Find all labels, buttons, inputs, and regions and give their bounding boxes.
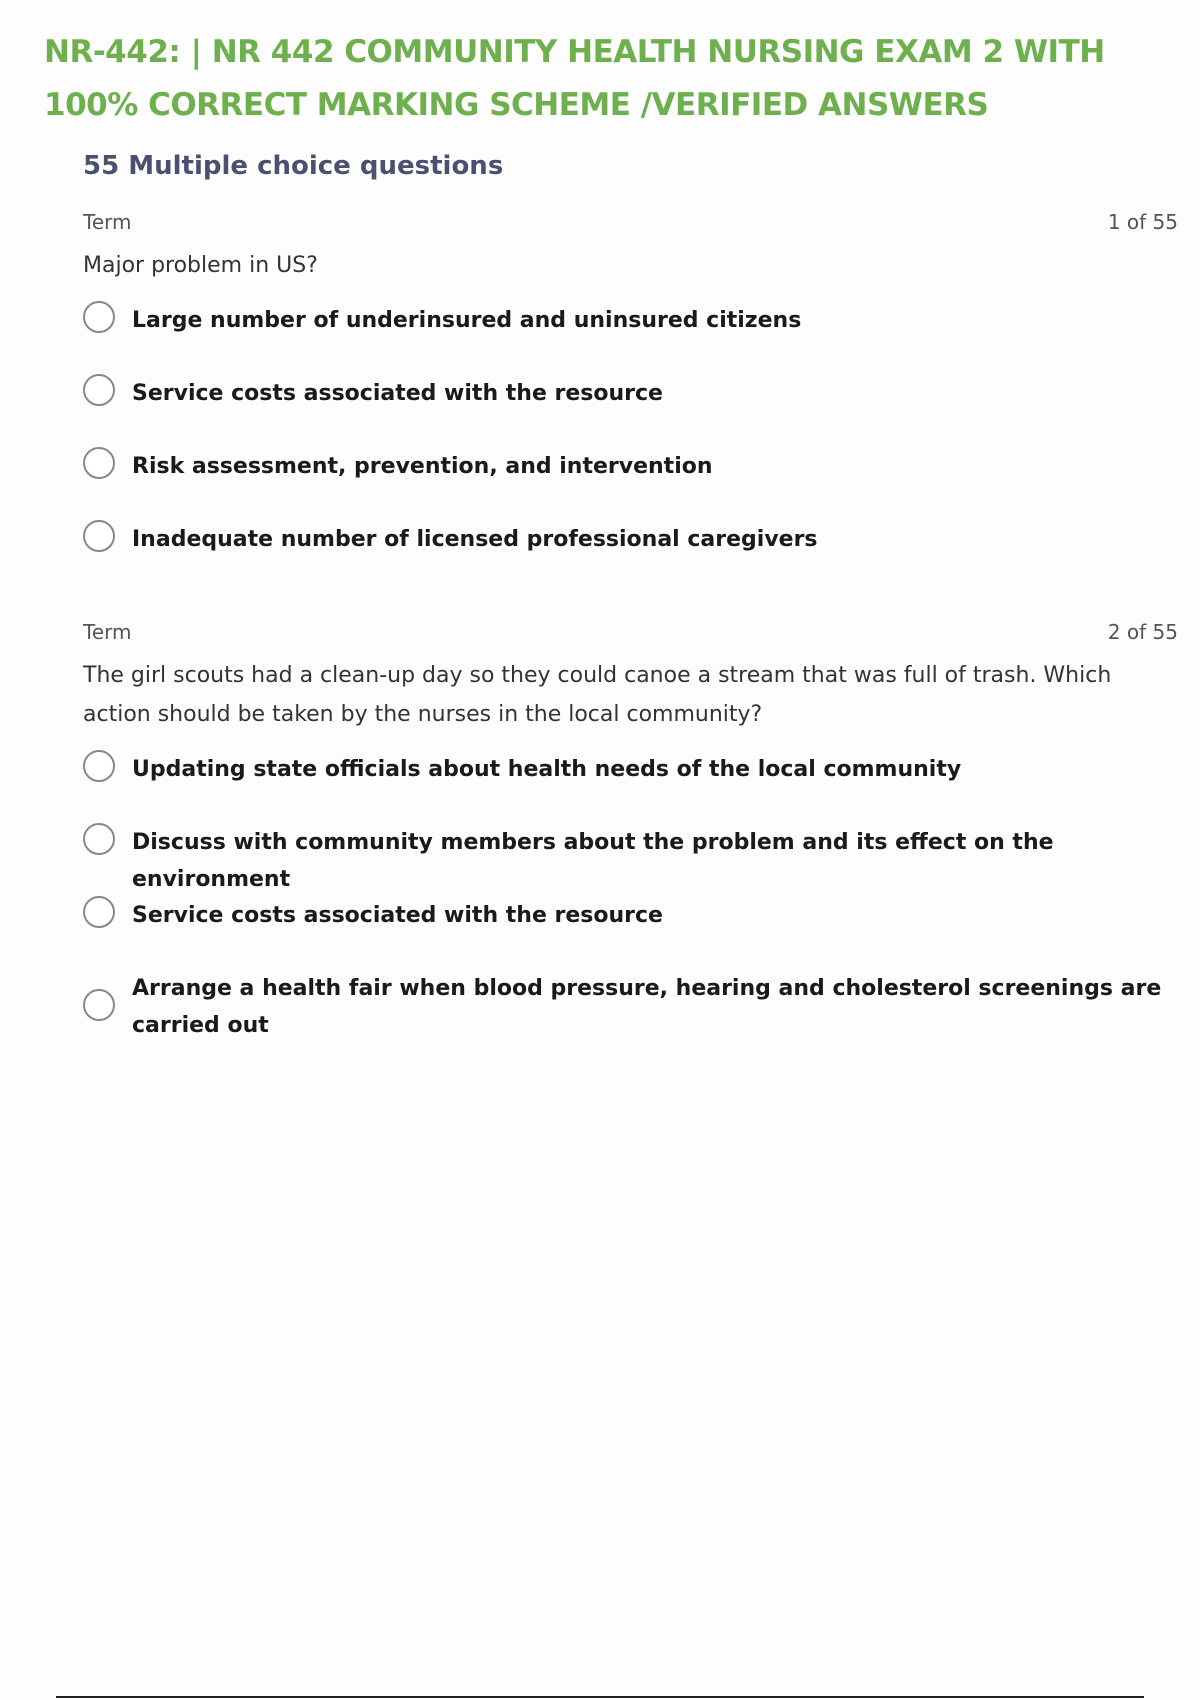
- term-label: Term: [83, 620, 132, 644]
- answer-option-label: Inadequate number of licensed professional caregivers: [132, 527, 818, 552]
- answer-option[interactable]: [83, 823, 1178, 896]
- term-label: Term: [83, 210, 132, 234]
- answer-option[interactable]: [83, 750, 1178, 823]
- answer-option-label: Arrange a health fair when blood pressure, hearing and cholesterol screenings are carried out: [132, 976, 1162, 1038]
- radio-button-icon[interactable]: [83, 823, 115, 855]
- answer-option-label: Service costs associated with the resource: [132, 903, 663, 928]
- radio-button-icon[interactable]: [83, 301, 115, 333]
- question-text: Major problem in US?: [83, 253, 318, 278]
- answer-option[interactable]: [83, 374, 1178, 447]
- radio-button-icon[interactable]: [83, 989, 115, 1021]
- answer-options: [83, 750, 1178, 1049]
- question-text: The girl scouts had a clean-up day so they could canoe a stream that was full of trash. Which action should be taken by the nurses in the local community?: [83, 663, 1112, 727]
- answer-option-label: Large number of underinsured and uninsured citizens: [132, 308, 802, 333]
- footer-divider: [56, 1696, 1144, 1698]
- answer-option-label: Updating state officials about health needs of the local community: [132, 757, 962, 782]
- question-header: [83, 620, 1178, 650]
- radio-button-icon[interactable]: [83, 750, 115, 782]
- radio-button-icon[interactable]: [83, 374, 115, 406]
- answer-option[interactable]: [83, 969, 1178, 1049]
- answer-option[interactable]: [83, 520, 1178, 593]
- answer-options: [83, 301, 1178, 593]
- answer-option-label: Service costs associated with the resource: [132, 381, 663, 406]
- answer-option-label: Risk assessment, prevention, and intervention: [132, 454, 713, 479]
- question-index: 2 of 55: [1107, 620, 1178, 644]
- answer-option-label: Discuss with community members about the problem and its effect on the environment: [132, 830, 1054, 892]
- question-count-label: 55 Multiple choice questions: [83, 151, 504, 181]
- question-card-2: [83, 620, 1178, 1049]
- answer-option[interactable]: [83, 447, 1178, 520]
- radio-button-icon[interactable]: [83, 896, 115, 928]
- question-index: 1 of 55: [1107, 210, 1178, 234]
- question-header: [83, 210, 1178, 240]
- answer-option[interactable]: [83, 896, 1178, 969]
- radio-button-icon[interactable]: [83, 447, 115, 479]
- answer-option[interactable]: [83, 301, 1178, 374]
- document-title: NR-442: | NR 442 COMMUNITY HEALTH NURSING EXAM 2 WITH 100% CORRECT MARKING SCHEME /VERIFIED ANSWERS: [44, 34, 1105, 123]
- radio-button-icon[interactable]: [83, 520, 115, 552]
- question-card-1: [83, 210, 1178, 593]
